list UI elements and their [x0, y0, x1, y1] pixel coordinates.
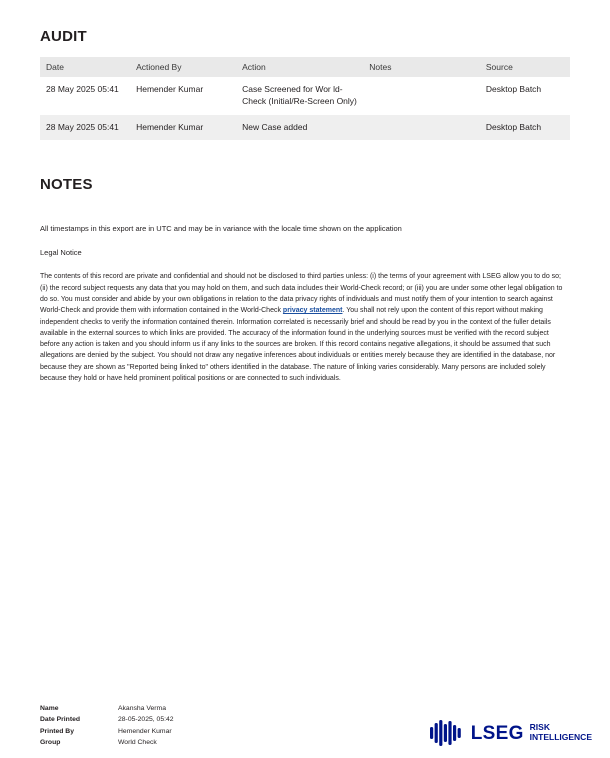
column-header-source: Source: [480, 57, 570, 77]
cell-source: Desktop Batch: [480, 115, 570, 140]
footer-label-group: Group: [40, 739, 61, 747]
cell-date: 28 May 2025 05:41: [40, 115, 130, 140]
cell-actioned-by: Hemender Kumar: [136, 84, 204, 94]
table-row: [40, 77, 570, 115]
notes-section-title: NOTES: [40, 175, 93, 193]
lseg-brand: [430, 720, 592, 748]
page-footer: [40, 704, 592, 748]
audit-header-row: [40, 57, 570, 77]
lseg-tagline: [530, 723, 592, 742]
cell-date: 28 May 2025 05:41: [46, 84, 119, 94]
legal-notice-label: Legal Notice: [40, 248, 82, 258]
legal-text-part2: . You shall not rely upon the content of this report without making independent checks to verify the information contained therein. Information correlated is necessarily brief and should be read by you in the context of the fuller details available in the external sources to which links are provided. The accuracy of the information found in the underlying sources must be verified with the record subject before any action is taken and you should inform us if any links to the sources are broken. If this record contains negative allegations, it should be assumed that such allegations are denied by the subject. You should not draw any negative inferences about individuals or entities merely because they are identified in the database, nor because they are shown as "Reported being linked to" others identified in the database. The nature of linking varies considerably. Many persons are included solely because they hold or have held prominent political positions or are connected to such individuals.: [40, 307, 556, 383]
table-row: [40, 115, 570, 140]
footer-value-date-printed: 28-05-2025, 05:42: [118, 716, 174, 724]
section-spacer: [40, 140, 570, 176]
column-header-action: Action: [236, 57, 363, 77]
cell-notes: [363, 115, 480, 140]
audit-table: [40, 57, 570, 140]
audit-section-title: AUDIT: [40, 28, 87, 45]
footer-value-name: Akansha Verma: [118, 704, 166, 712]
footer-label-printed-by: Printed By: [40, 727, 74, 735]
audit-table-header: [40, 57, 570, 77]
lseg-tagline-line1: RISK: [529, 722, 550, 733]
legal-text-part1: The contents of this record are private and confidential and should not be disclosed to third parties unless: (i) the terms of your agreement with LSEG allow you to do so; (ii) the record subject requests any data that you may hold on them, and such data includes their World-Check record; or (iii) you are under some other legal obligation to do so. You must consider and abide by your own obligations in relation to the data privacy rights of individuals and must notify them of your intention to search against World-Check and provide them with information contained in the World-Check: [40, 273, 563, 315]
column-header-notes: Notes: [363, 57, 480, 77]
footer-label-date-printed: Date Printed: [40, 716, 81, 724]
lseg-wordmark: [471, 723, 592, 742]
cell-action: Case Screened for Wor ld-Check (Initial/Re-Screen Only): [242, 84, 357, 107]
cell-action: New Case added: [236, 115, 363, 140]
footer-value-printed-by: Hemender Kumar: [118, 727, 172, 735]
lseg-tagline-line2: INTELLIGENCE: [529, 732, 592, 742]
lseg-logo-icon: [430, 720, 464, 746]
timestamp-note: All timestamps in this export are in UTC and may be in variance with the locale time shown on the application: [40, 223, 402, 233]
audit-table-body: [40, 77, 570, 140]
cell-notes: [363, 77, 480, 115]
lseg-name: LSEG: [470, 722, 524, 744]
footer-value-group: World Check: [118, 739, 157, 747]
column-header-date: Date: [40, 57, 130, 77]
footer-label-name: Name: [40, 704, 59, 712]
privacy-statement-link[interactable]: privacy statement: [282, 307, 343, 315]
cell-source: Desktop Batch: [485, 84, 542, 94]
legal-notice-body: [40, 271, 570, 384]
column-header-actioned-by: Actioned By: [130, 57, 236, 77]
notes-block: [40, 223, 570, 385]
footer-metadata: [40, 704, 174, 748]
cell-actioned-by: Hemender Kumar: [130, 115, 236, 140]
